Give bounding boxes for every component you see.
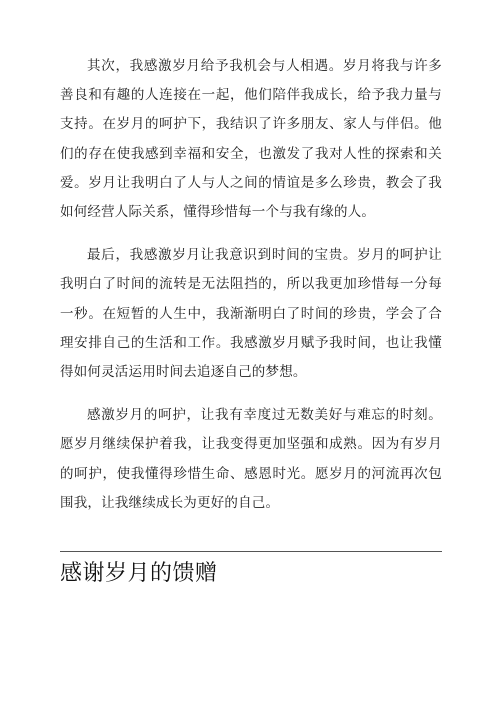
section-divider bbox=[60, 551, 442, 552]
section-title: 感谢岁月的馈赠 bbox=[60, 561, 218, 586]
article-body bbox=[60, 52, 442, 518]
paragraph-value-of-time: 最后，我感激岁月让我意识到时间的宝贵。岁月的呵护让我明白了时间的流转是无法阻挡的，所以我更加珍惜每一分每一秒。在短暂的人生中，我渐渐明白了时间的珍贵，学会了合理安排自己的生活和工作。我感激岁月赋予我时间，也让我懂得如何灵活运用时间去追逐自己的梦想。 bbox=[60, 247, 442, 381]
paragraph-meeting-people: 其次，我感激岁月给予我机会与人相遇。岁月将我与许多善良和有趣的人连接在一起，他们陪伴我成长，给予我力量与支持。在岁月的呵护下，我结识了许多朋友、家人与伴侣。他们的存在使我感到幸福和安全，也激发了我对人性的探索和关爱。岁月让我明白了人与人之间的情谊是多么珍贵，教会了我如何经营人际关系，懂得珍惜每一个与我有缘的人。 bbox=[60, 58, 442, 221]
paragraph-closing: 感激岁月的呵护，让我有幸度过无数美好与难忘的时刻。愿岁月继续保护着我，让我变得更加坚强和成熟。因为有岁月的呵护，使我懂得珍惜生命、感恩时光。愿岁月的河流再次包围我，让我继续成长为更好的自己。 bbox=[60, 407, 442, 511]
